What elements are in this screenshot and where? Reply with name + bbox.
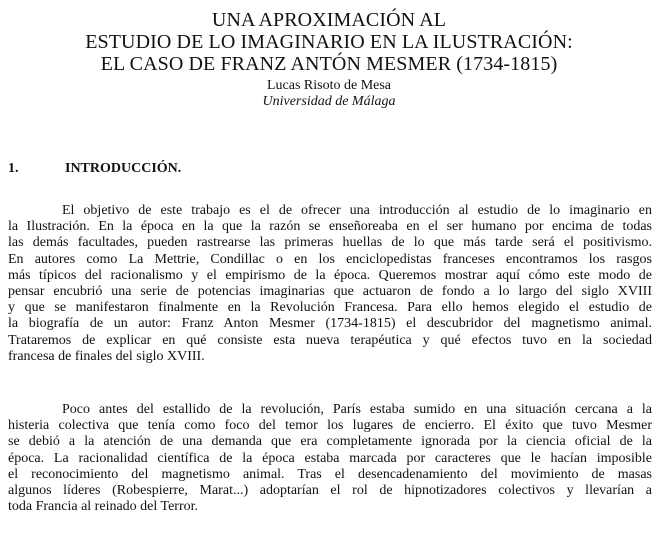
title-line-1: UNA APROXIMACIÓN AL [211, 9, 447, 31]
paragraph-line: la biografía de un autor: Franz Anton Mesmer (1734-1815) el descubridor del magnetismo animal. [8, 316, 652, 332]
paragraph-line: y que se manifestaron finalmente en la Revolución Francesa. Para ello hemos elegido el estudio de [8, 300, 652, 316]
paragraph-line: época. La racionalidad científica de la época estaba marcada por caracteres que le hacían imposible [8, 450, 652, 466]
title-line-2: ESTUDIO DE LO IMAGINARIO EN LA ILUSTRACIÓN: [85, 31, 573, 53]
paragraph-line: En autores como La Mettrie, Condillac o en los enciclopedistas franceses encontramos los rasgos [8, 251, 652, 267]
paragraph-line: algunos líderes (Robespierre, Marat...) adoptarían el rol de hipnotizadores colectivos y llevarían a [8, 483, 652, 499]
title-block [0, 9, 658, 110]
paragraph-line: pensar encubrió una serie de potencias imaginarias que actuaron de fondo a lo largo del siglo XVIII [8, 284, 652, 300]
author-affiliation: Universidad de Málaga [262, 94, 396, 109]
paragraph-line: se debió a la atención de una demanda que era completamente ignorada por la ciencia oficial de la [8, 434, 652, 450]
title-line-3: EL CASO DE FRANZ ANTÓN MESMER (1734-1815) [100, 53, 558, 75]
section-number: 1. [8, 161, 19, 176]
author-name: Lucas Risoto de Mesa [266, 78, 392, 93]
paragraph-line: El objetivo de este trabajo es el de ofrecer una introducción al estudio de lo imaginario en [62, 203, 652, 218]
paragraph-line: el reconocimiento del magnetismo animal. Tras el desencadenamiento del movimiento de masas [8, 466, 652, 482]
paragraph-line: Trataremos de explicar en qué consiste esta nueva terapéutica y qué efectos tuvo en la sociedad [8, 332, 652, 348]
paragraph-line: más típicos del racionalismo y el empirismo de la época. Queremos mostrar aquí cómo este modo de [8, 267, 652, 283]
paragraph-2 [8, 402, 652, 515]
section-heading [8, 161, 181, 177]
section-title: INTRODUCCIÓN. [65, 161, 182, 176]
paragraph-1 [8, 203, 652, 365]
paragraph-line: la Ilustración. En la época en la que la razón se enseñoreaba en el ser humano por encima de todas [8, 219, 652, 235]
paragraph-line: toda Francia al reinado del Terror. [8, 499, 199, 515]
paragraph-line: histeria colectiva que tenía como foco del temor los lugares de encierro. El éxito que tuvo Mesmer [8, 418, 652, 434]
paragraph-line: las demás facultades, pueden rastrearse las primeras huellas de lo que más tarde será el positivismo. [8, 235, 652, 251]
paragraph-line: francesa de finales del siglo XVIII. [8, 348, 205, 364]
paragraph-line: Poco antes del estallido de la revolución, París estaba sumido en una situación cercana a la [62, 402, 652, 417]
